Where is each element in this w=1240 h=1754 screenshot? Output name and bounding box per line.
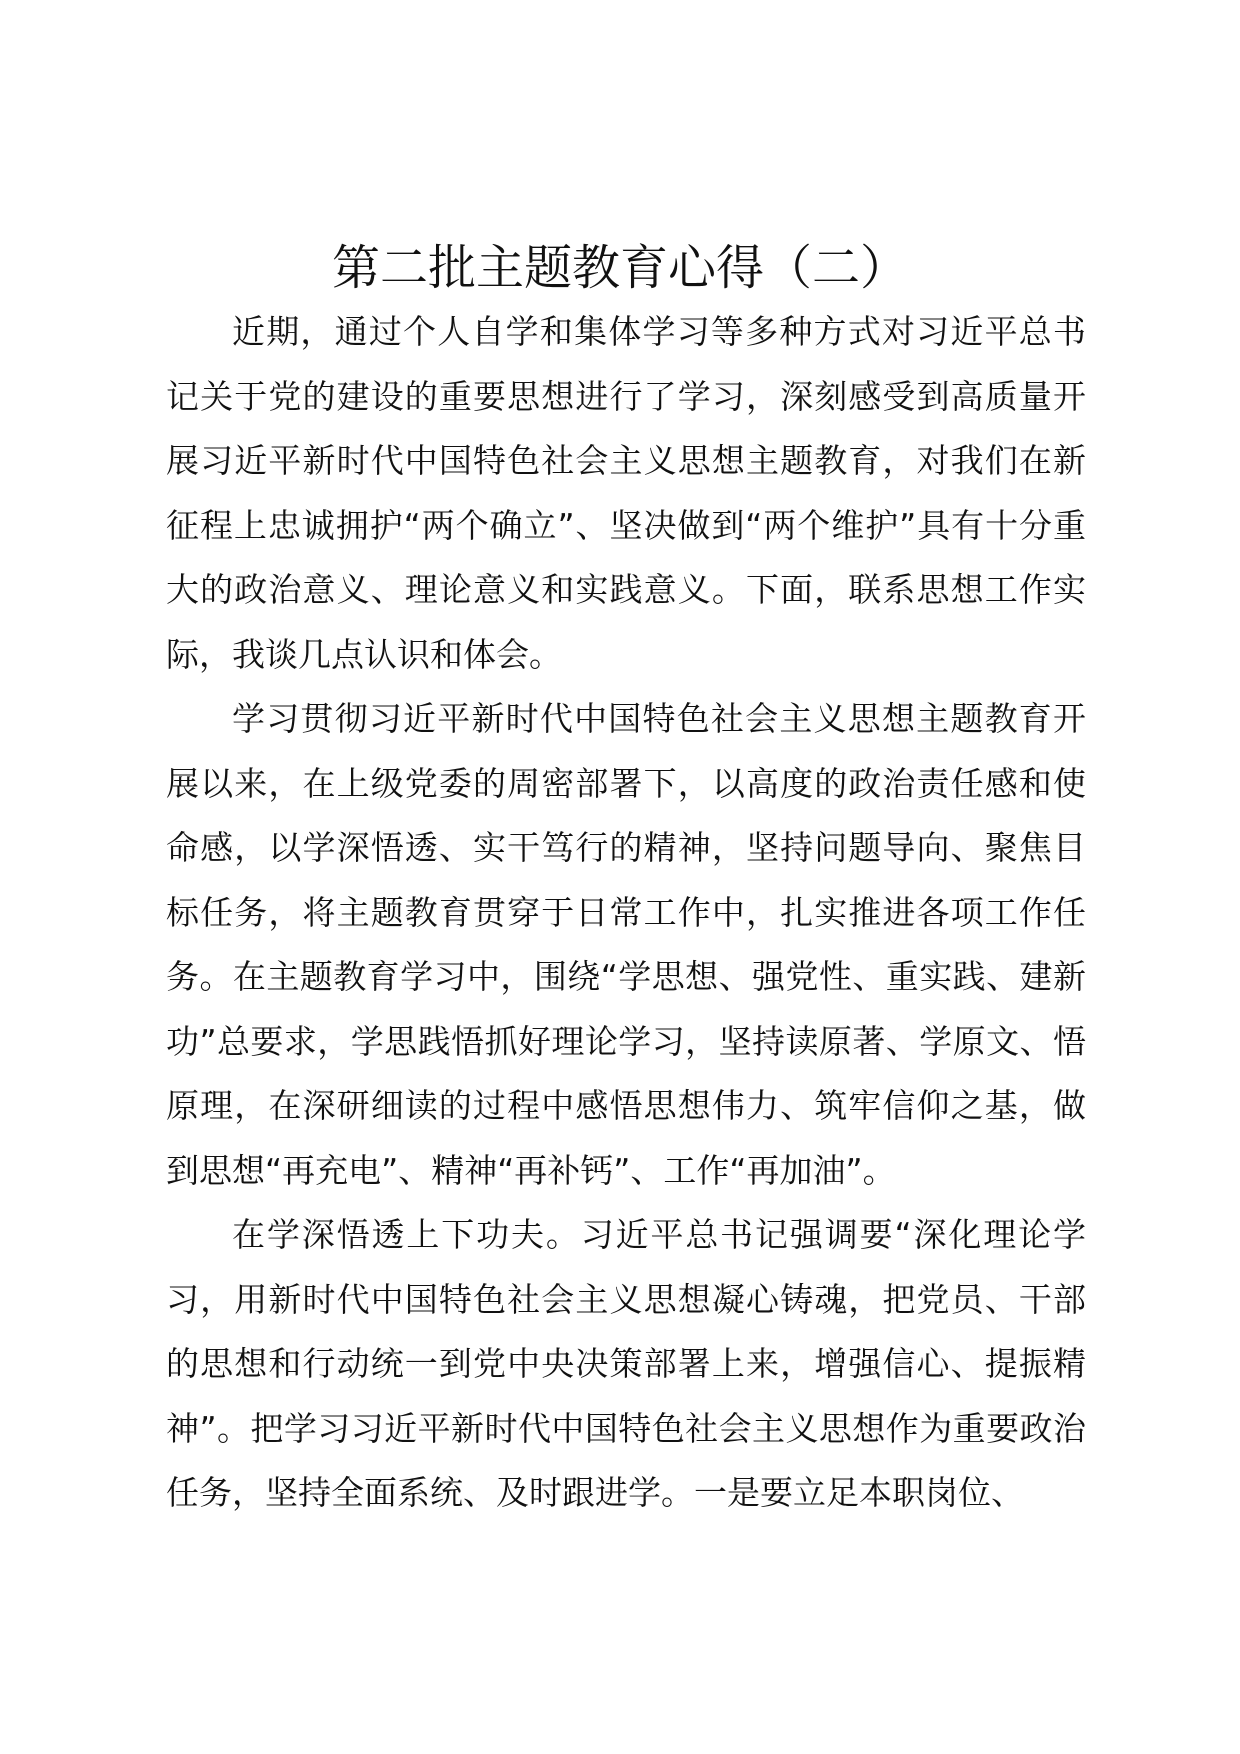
paragraph-2: 学习贯彻习近平新时代中国特色社会主义思想主题教育开展以来，在上级党委的周密部署下，以高度的政治责任感和使命感，以学深悟透、实干笃行的精神，坚持问题导向、聚焦目标任务，将主题教育贯穿于日常工作中，扎实推进各项工作任务。在主题教育学习中，围绕“学思想、强党性、重实践、建新功”总要求，学思践悟抓好理论学习，坚持读原著、学原文、悟原理，在深研细读的过程中感悟思想伟力、筑牢信仰之基，做到思想“再充电”、精神“再补钙”、工作“再加油”。 xyxy=(166,699,1086,1190)
paragraph-1: 近期，通过个人自学和集体学习等多种方式对习近平总书记关于党的建设的重要思想进行了学习，深刻感受到高质量开展习近平新时代中国特色社会主义思想主题教育，对我们在新征程上忠诚拥护“两个确立”、坚决做到“两个维护”具有十分重大的政治意义、理论意义和实践意义。下面，联系思想工作实际，我谈几点认识和体会。 xyxy=(166,312,1086,674)
document-title: 第二批主题教育心得（二） xyxy=(331,240,908,296)
document-body xyxy=(166,300,1086,1526)
paragraph-3: 在学深悟透上下功夫。习近平总书记强调要“深化理论学习，用新时代中国特色社会主义思想凝心铸魂，把党员、干部的思想和行动统一到党中央决策部署上来，增强信心、提振精神”。把学习习近平新时代中国特色社会主义思想作为重要政治任务，坚持全面系统、及时跟进学。一是要立足本职岗位、 xyxy=(166,1215,1086,1512)
